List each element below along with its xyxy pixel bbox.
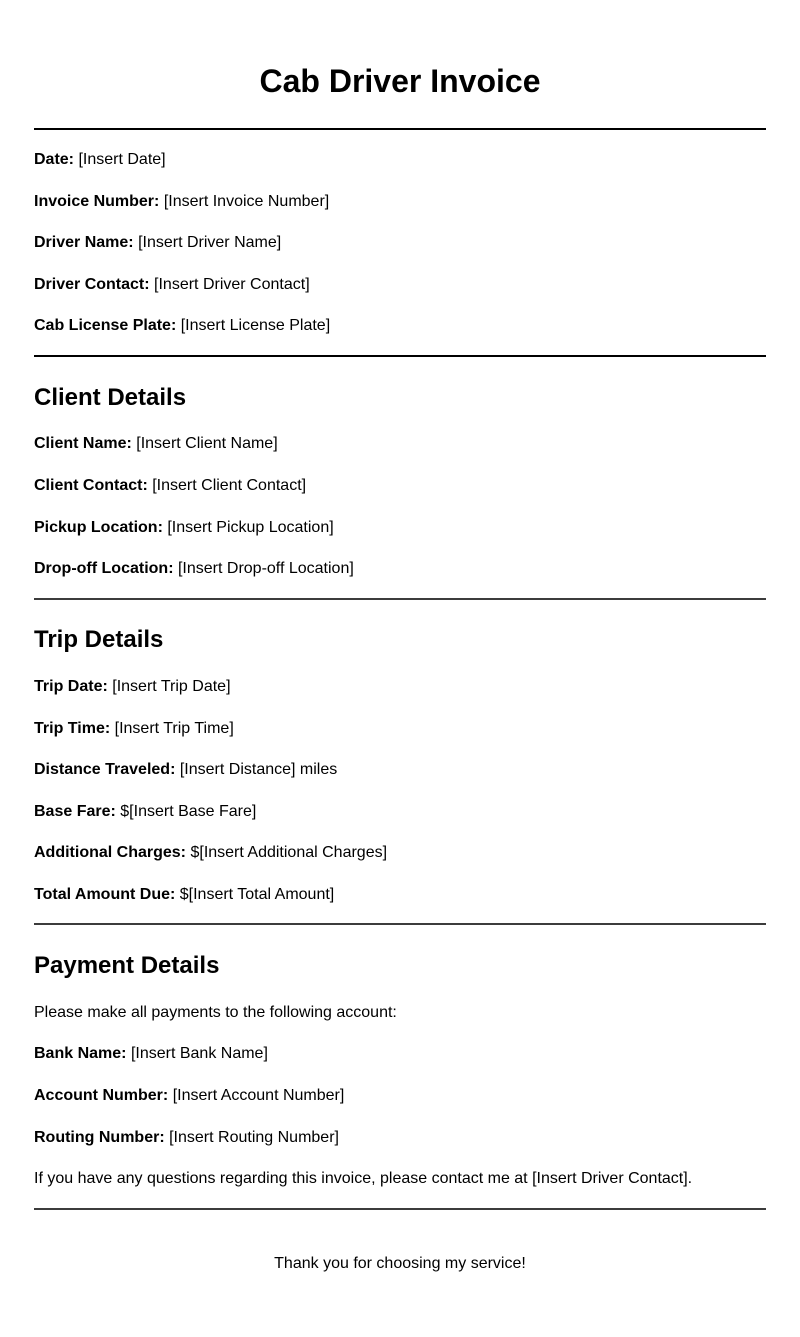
field-invoice-number	[34, 192, 766, 212]
field-trip-time	[34, 719, 766, 739]
field-label: Client Name:	[34, 435, 132, 452]
payment-details-section	[34, 925, 766, 1189]
field-license-plate	[34, 316, 766, 336]
field-value: [Insert Pickup Location]	[167, 519, 334, 536]
field-label: Date:	[34, 151, 75, 168]
divider	[34, 1208, 766, 1210]
field-additional-charges	[34, 843, 766, 863]
field-base-fare	[34, 802, 766, 822]
field-value: [Insert Bank Name]	[130, 1045, 268, 1062]
field-driver-name	[34, 233, 766, 253]
field-label: Trip Time:	[34, 720, 111, 737]
field-date	[34, 150, 766, 170]
field-value: [Insert Trip Date]	[112, 678, 231, 695]
field-label: Routing Number:	[34, 1129, 165, 1146]
field-dropoff-location	[34, 559, 766, 579]
field-label: Drop-off Location:	[34, 560, 174, 577]
field-label: Additional Charges:	[34, 844, 187, 861]
field-value: $[Insert Additional Charges]	[190, 844, 388, 861]
field-value: [Insert Trip Time]	[114, 720, 234, 737]
field-value: [Insert License Plate]	[180, 317, 331, 334]
section-heading: Payment Details	[34, 952, 220, 979]
field-label: Trip Date:	[34, 678, 108, 695]
page-title: Cab Driver Invoice	[259, 63, 541, 99]
client-details-section	[34, 357, 766, 579]
payment-intro: Please make all payments to the following account:	[34, 1004, 397, 1021]
field-label: Invoice Number:	[34, 193, 160, 210]
field-value: [Insert Driver Contact]	[154, 276, 310, 293]
field-value: $[Insert Base Fare]	[120, 803, 257, 820]
field-value: [Insert Account Number]	[172, 1087, 345, 1104]
field-driver-contact	[34, 275, 766, 295]
field-bank-name	[34, 1044, 766, 1064]
invoice-info-section	[34, 130, 766, 336]
field-distance-traveled	[34, 760, 766, 780]
trip-details-section	[34, 600, 766, 905]
thank-you-footer: Thank you for choosing my service!	[274, 1255, 526, 1272]
field-label: Cab License Plate:	[34, 317, 177, 334]
field-label: Distance Traveled:	[34, 761, 176, 778]
field-value: $[Insert Total Amount]	[179, 886, 335, 903]
field-label: Driver Contact:	[34, 276, 150, 293]
invoice-page	[34, 0, 766, 1274]
field-client-name	[34, 434, 766, 454]
field-label: Pickup Location:	[34, 519, 163, 536]
field-label: Bank Name:	[34, 1045, 127, 1062]
contact-note: If you have any questions regarding this invoice, please contact me at [Insert Driver Contact].	[34, 1170, 693, 1187]
section-heading: Trip Details	[34, 626, 164, 653]
field-value: [Insert Distance] miles	[179, 761, 338, 778]
field-trip-date	[34, 677, 766, 697]
field-label: Account Number:	[34, 1087, 169, 1104]
field-value: [Insert Routing Number]	[169, 1129, 339, 1146]
field-label: Total Amount Due:	[34, 886, 176, 903]
field-value: [Insert Client Name]	[136, 435, 278, 452]
field-value: [Insert Drop-off Location]	[177, 560, 354, 577]
field-value: [Insert Invoice Number]	[163, 193, 330, 210]
field-label: Base Fare:	[34, 803, 116, 820]
field-value: [Insert Date]	[78, 151, 166, 168]
field-value: [Insert Driver Name]	[138, 234, 282, 251]
field-client-contact	[34, 476, 766, 496]
field-label: Client Contact:	[34, 477, 148, 494]
field-pickup-location	[34, 518, 766, 538]
field-value: [Insert Client Contact]	[152, 477, 307, 494]
section-heading: Client Details	[34, 384, 187, 411]
field-routing-number	[34, 1128, 766, 1148]
field-total-amount-due	[34, 885, 766, 905]
field-label: Driver Name:	[34, 234, 134, 251]
field-account-number	[34, 1086, 766, 1106]
